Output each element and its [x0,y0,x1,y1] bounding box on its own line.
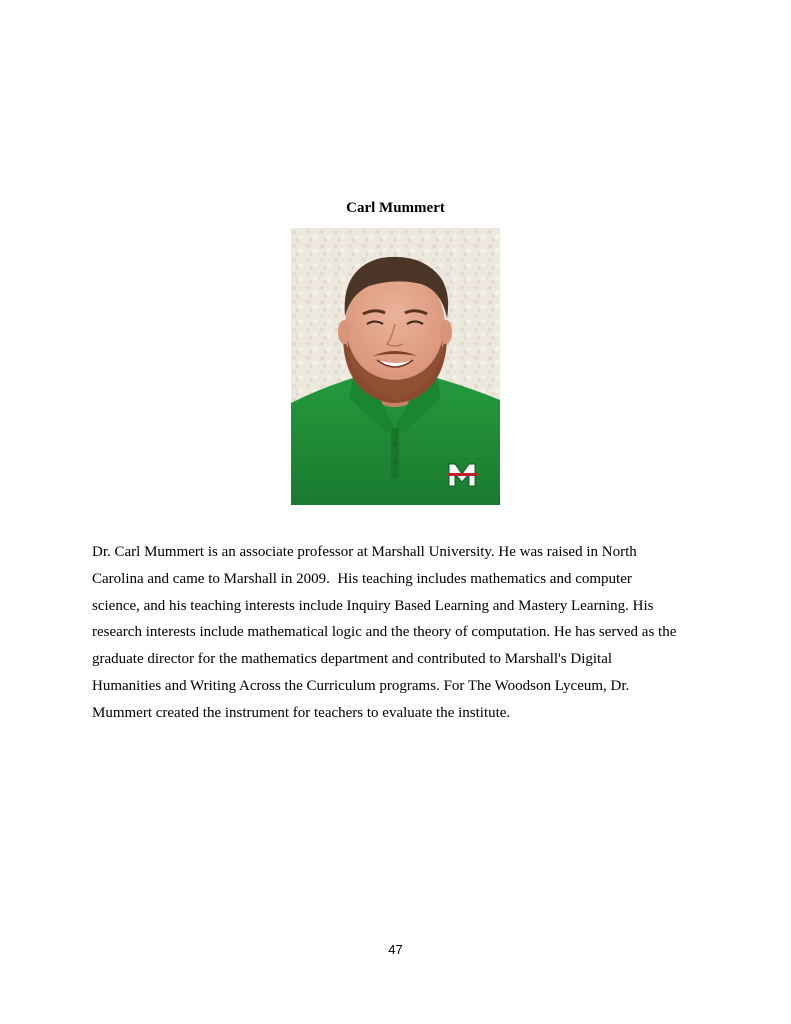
bio-paragraph [92,539,706,727]
portrait-photo [291,228,500,505]
bio-line: science, and his teaching interests include Inquiry Based Learning and Mastery Learning. His [92,597,654,614]
bio-line: Dr. Carl Mummert is an associate professor at Marshall University. He was raised in North [92,544,637,560]
bio-line: Mummert created the instrument for teachers to evaluate the institute. [92,704,511,721]
bio-line: Carolina and came to Marshall in 2009. His teaching includes mathematics and computer [92,570,632,587]
bio-line: graduate director for the mathematics department and contributed to Marshall's Digital [92,651,613,668]
page-title: Carl Mummert [346,200,445,216]
bio-line: Humanities and Writing Across the Curriculum programs. For The Woodson Lyceum, Dr. [92,677,630,694]
page-number: 47 [388,942,403,957]
bio-line: research interests include mathematical logic and the theory of computation. He has served as the [92,624,677,641]
